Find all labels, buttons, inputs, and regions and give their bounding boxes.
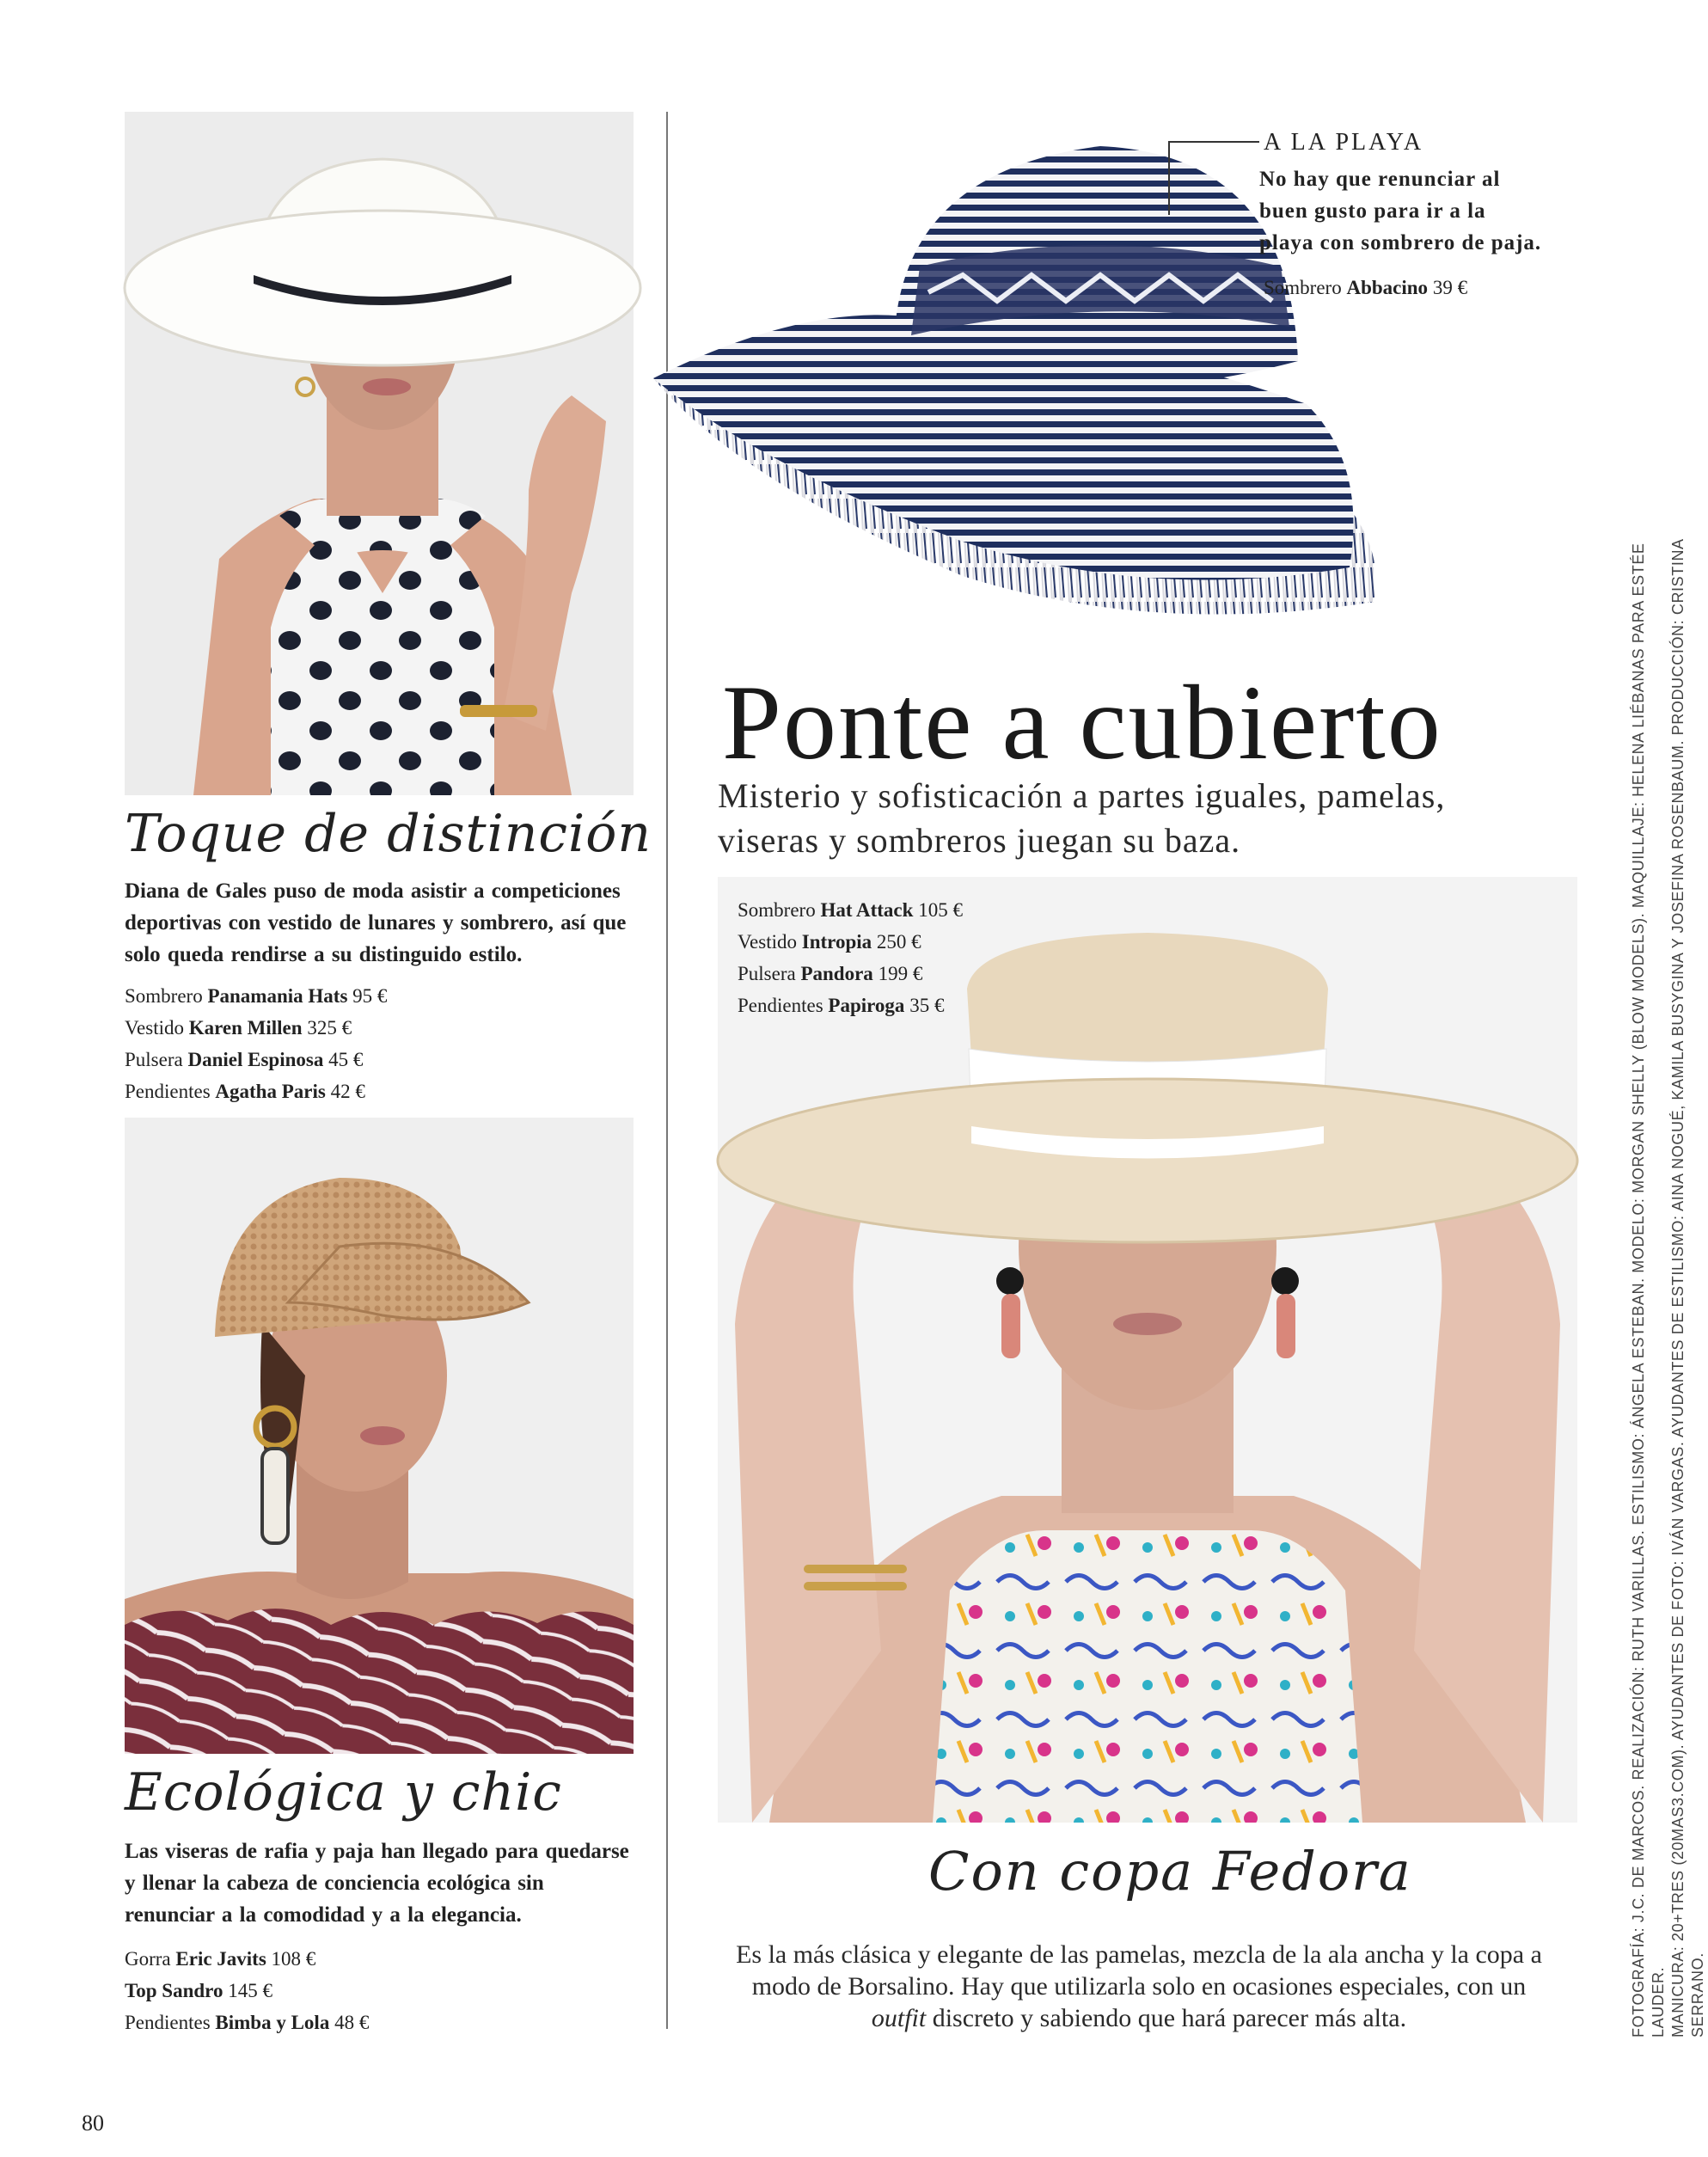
credit-brand: Papiroga bbox=[828, 995, 905, 1016]
fedora-body bbox=[731, 1939, 1547, 2034]
main-title: Ponte a cubierto bbox=[722, 664, 1442, 781]
credit-line bbox=[125, 1975, 369, 2007]
ecologica-credits bbox=[125, 1943, 369, 2038]
credit-price: 95 € bbox=[352, 985, 388, 1007]
credit-line bbox=[125, 1943, 369, 1975]
credit-label: Pulsera bbox=[125, 1049, 183, 1070]
credit-brand: Daniel Espinosa bbox=[187, 1049, 324, 1070]
credit-brand: Agatha Paris bbox=[215, 1081, 326, 1102]
credit-price: 48 € bbox=[334, 2012, 370, 2033]
photo-credits-line-2: MANICURA: 20+TRES (20MAS3.COM). AYUDANTES DE FOTO: IVÁN VARGAS. AYUDANTES DE ESTILISMO: AINA NOGUÉ, KAMILA BUSYGINA Y JOSEFINA ROSENBAUM. PRODUCCIÓN: CRISTINA SERRANO. bbox=[1669, 539, 1706, 2038]
credit-price: 35 € bbox=[909, 995, 945, 1016]
beach-body: No hay que renunciar al buen gusto para ir a la playa con sombrero de paja. bbox=[1259, 168, 1542, 254]
credit-label: Pendientes bbox=[738, 995, 823, 1016]
credit-price: 199 € bbox=[878, 963, 923, 984]
credit-price: 108 € bbox=[271, 1948, 316, 1970]
credit-line bbox=[125, 2007, 369, 2038]
credit-label: Pulsera bbox=[738, 963, 796, 984]
credit-price: 42 € bbox=[330, 1081, 365, 1102]
fedora-body-after: discreto y sabiendo que hará parecer más alta. bbox=[926, 2004, 1407, 2032]
credit-price: 325 € bbox=[307, 1017, 352, 1039]
credit-label: Sombrero bbox=[125, 985, 203, 1007]
credit-line bbox=[125, 980, 387, 1012]
fedora-body-before: Es la más clásica y elegante de las pamelas, mezcla de la ala ancha y la copa a modo de Borsalino. Hay que utilizarla solo en ocasiones especiales, con un bbox=[736, 1940, 1542, 2001]
fedora-heading: Con copa Fedora bbox=[928, 1840, 1412, 1903]
page-number: 80 bbox=[82, 2111, 104, 2136]
credit-brand: Panamania Hats bbox=[207, 985, 348, 1007]
credit-price: 45 € bbox=[328, 1049, 364, 1070]
credit-line bbox=[738, 958, 963, 990]
credit-price: 145 € bbox=[228, 1980, 272, 2001]
toque-heading: Toque de distinción bbox=[125, 804, 652, 864]
credit-brand: Intropia bbox=[801, 931, 872, 953]
toque-credits bbox=[125, 980, 387, 1107]
photo-white-hat-model bbox=[125, 112, 634, 795]
credit-line bbox=[125, 1012, 387, 1044]
credit-brand: Eric Javits bbox=[175, 1948, 266, 1970]
photo-credits-line-1: FOTOGRAFÍA: J.C. DE MARCOS. REALIZACIÓN: RUTH VARILLAS. ESTILISMO: ÁNGELA ESTEBAN. MODELO: MORGAN SHELLY (BLOW MODELS). MAQUILLAJE: HELENA LIÉBANAS PARA ESTÉE LAUDER. bbox=[1630, 542, 1667, 2038]
credit-brand: Karen Millen bbox=[188, 1017, 303, 1039]
credit-line bbox=[125, 1044, 387, 1075]
credit-label: Pendientes bbox=[125, 1081, 211, 1102]
credit-price: 105 € bbox=[918, 899, 963, 921]
beach-callout-line bbox=[1165, 138, 1259, 215]
photo-straw-visor-model bbox=[125, 1118, 634, 1754]
credit-brand: Pandora bbox=[800, 963, 873, 984]
fedora-body-em: outfit bbox=[871, 2004, 927, 2032]
credit-brand: Bimba y Lola bbox=[215, 2012, 330, 2033]
beach-credit: Sombrero Abbacino 39 € bbox=[1264, 277, 1468, 298]
ecologica-body: Las viseras de rafia y paja han llegado para quedarse y llenar la cabeza de conciencia ecológica sin renunciar a la comodidad y a la elegancia. bbox=[125, 1840, 629, 1927]
credit-line bbox=[125, 1075, 387, 1107]
credit-line bbox=[738, 990, 963, 1021]
main-subtitle: Misterio y sofisticación a partes iguales, pamelas, viseras y sombreros juegan su baza. bbox=[718, 776, 1446, 860]
credit-line bbox=[738, 926, 963, 958]
credit-line bbox=[738, 894, 963, 926]
credit-label: Vestido bbox=[125, 1017, 184, 1039]
credit-label: Vestido bbox=[738, 931, 797, 953]
credit-label: Gorra bbox=[125, 1948, 171, 1970]
credit-label: Sombrero bbox=[738, 899, 816, 921]
credit-brand: Hat Attack bbox=[820, 899, 914, 921]
photo-credits-vertical bbox=[1629, 507, 1706, 2038]
beach-title: A LA PLAYA bbox=[1264, 129, 1424, 156]
credit-brand: Top Sandro bbox=[125, 1980, 223, 2001]
ecologica-heading: Ecológica y chic bbox=[125, 1762, 562, 1823]
fedora-credits bbox=[738, 894, 963, 1021]
toque-body: Diana de Gales puso de moda asistir a competiciones deportivas con vestido de lunares y sombrero, así que solo queda rendirse a su distinguido estilo. bbox=[125, 879, 627, 966]
credit-price: 250 € bbox=[876, 931, 921, 953]
credit-label: Pendientes bbox=[125, 2012, 211, 2033]
